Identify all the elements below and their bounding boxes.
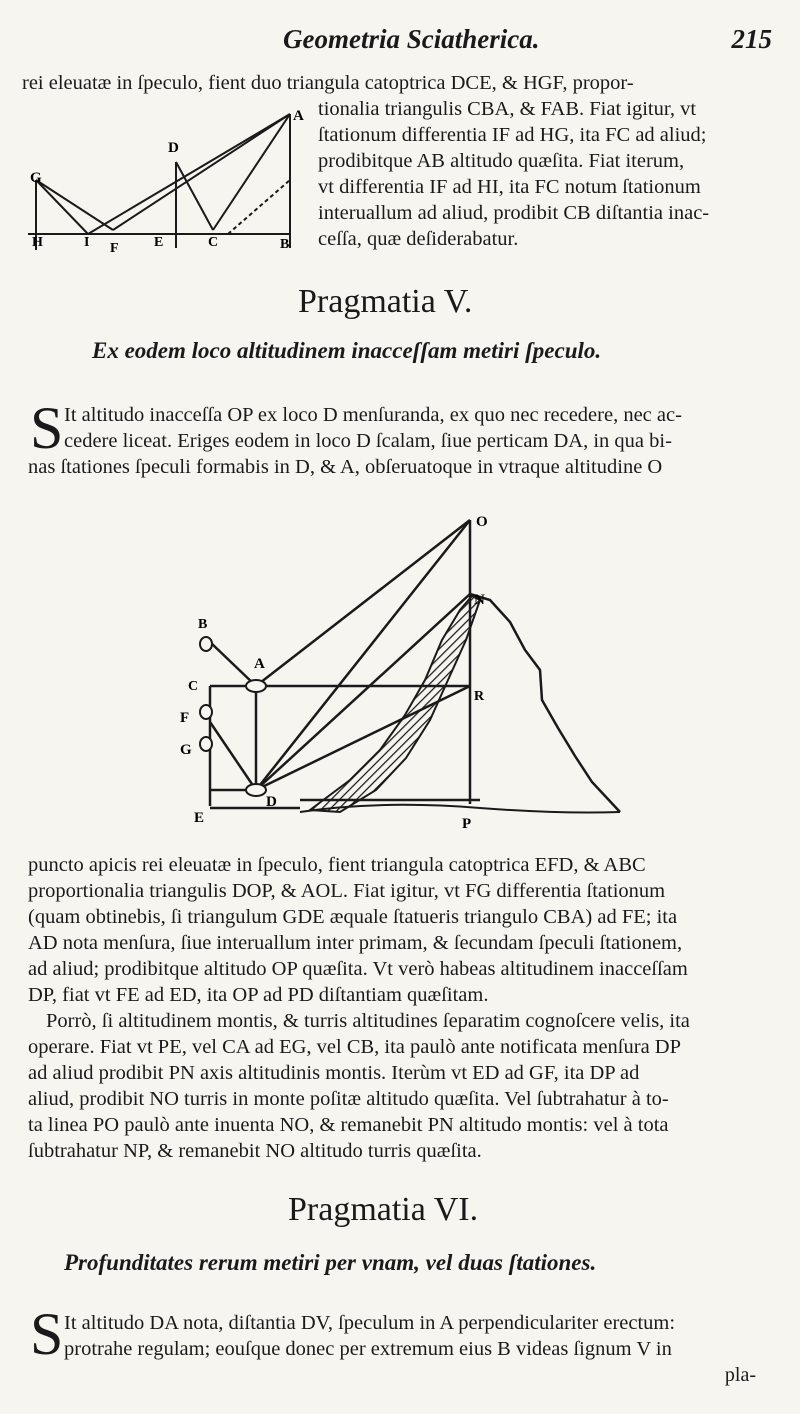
text-line: DP, fiat vt FE ad ED, ita OP ad PD diſtantiam quæſitam. [28,984,489,1006]
text-line: protrahe regulam; eouſque donec per extremum eius B videas ſignum V in [64,1338,672,1360]
text-line: Porrò, ſi altitudinem montis, & turris altitudines ſeparatim cognoſcere velis, ita [46,1010,690,1032]
fig1-label-a: A [293,108,304,124]
fig2-label-r: R [474,689,485,704]
text-line: tionalia triangulis CBA, & FAB. Fiat igitur, vt [318,98,697,120]
text-line: proportionalia triangulis DOP, & AOL. Fiat igitur, vt FG differentia ſtationum [28,880,666,902]
fig2-label-c: C [188,679,199,694]
text-line: ſubtrahatur NP, & remanebit NO altitudo turris quæſita. [28,1140,482,1162]
section-heading: Pragmatia VI. [288,1191,479,1228]
running-head [0,24,800,60]
running-title: Geometria Sciatherica. [283,24,540,54]
fig2-label-p: P [462,816,472,832]
figure-mirror-mountain-tower [180,500,640,840]
section-subheading: Profunditates rerum metiri per vnam, vel duas ſtationes. [64,1250,597,1275]
fig1-label-b: B [280,237,290,252]
fig2-label-g: G [180,742,192,758]
page-number: 215 [731,24,772,54]
text-line: ſtationum differentia IF ad HG, ita FC ad aliud; [318,124,707,146]
drop-cap: S [30,1301,64,1367]
fig2-label-a: A [254,656,265,672]
fig2-label-e: E [194,810,205,826]
fig1-label-h: H [32,235,43,250]
text-line: ad aliud prodibit PN axis altitudinis montis. Iterùm vt ED ad GF, ita DP ad [28,1062,640,1084]
text-line: AD nota menſura, ſiue interuallum inter primam, & ſecundam ſpeculi ſtationem, [28,932,683,954]
text-line: operare. Fiat vt PE, vel CA ad EG, vel CB, ita paulò ante notificata menſura DP [28,1036,681,1058]
figure-mirror-two-stations [28,100,328,260]
text-line: ta linea PO paulò ante inuenta NO, & remanebit PN altitudo montis: vel à tota [28,1114,669,1136]
section-subheading: Ex eodem loco altitudinem inacceſſam metiri ſpeculo. [92,338,602,363]
drop-cap: S [30,395,64,461]
text-line: puncto apicis rei eleuatæ in ſpeculo, fient triangula catoptrica EFD, & ABC [28,854,646,876]
fig2-label-d: D [266,794,277,810]
text-line: cedere liceat. Eriges eodem in loco D ſcalam, ſiue perticam DA, in qua bi- [64,430,672,452]
fig2-label-n: N [474,592,485,608]
fig1-label-f: F [110,241,119,256]
text-line: interuallum ad aliud, prodibit CB diſtantia inac- [318,202,710,224]
fig1-label-e: E [154,235,164,250]
fig2-label-o: O [476,514,488,530]
section-heading: Pragmatia V. [298,283,473,320]
text-line: (quam obtinebis, ſi triangulum GDE æquale ſtatueris triangulo CBA) ad FE; ita [28,906,678,928]
text-line: aliud, prodibit NO turris in monte poſitæ altitudo quæſita. Vel ſubtrahatur à to- [28,1088,669,1110]
text-line: It altitudo DA nota, diſtantia DV, ſpeculum in A perpendiculariter erectum: [64,1312,676,1334]
fig2-label-f: F [180,710,190,726]
fig1-label-g: G [30,170,42,186]
text-line: rei eleuatæ in ſpeculo, fient duo triangula catoptrica DCE, & HGF, propor- [22,72,634,94]
text-line: nas ſtationes ſpeculi formabis in D, & A, obſeruatoque in vtraque altitudine O [28,456,663,478]
text-line: ad aliud; prodibitque altitudo OP quæſita. Vt verò habeas altitudinem inacceſſam [28,958,688,980]
fig1-label-i: I [84,235,90,250]
text-line: ceſſa, quæ deſiderabatur. [318,228,519,250]
fig1-label-c: C [208,235,219,250]
text-line: prodibitque AB altitudo quæſita. Fiat iterum, [318,150,685,172]
catchword: pla- [724,1364,756,1386]
fig2-label-b: B [198,617,208,632]
fig1-label-d: D [168,140,179,156]
text-line: It altitudo inacceſſa OP ex loco D menſuranda, ex quo nec recedere, nec ac- [64,404,682,426]
text-line: vt differentia IF ad HI, ita FC notum ſtationum [318,176,701,198]
